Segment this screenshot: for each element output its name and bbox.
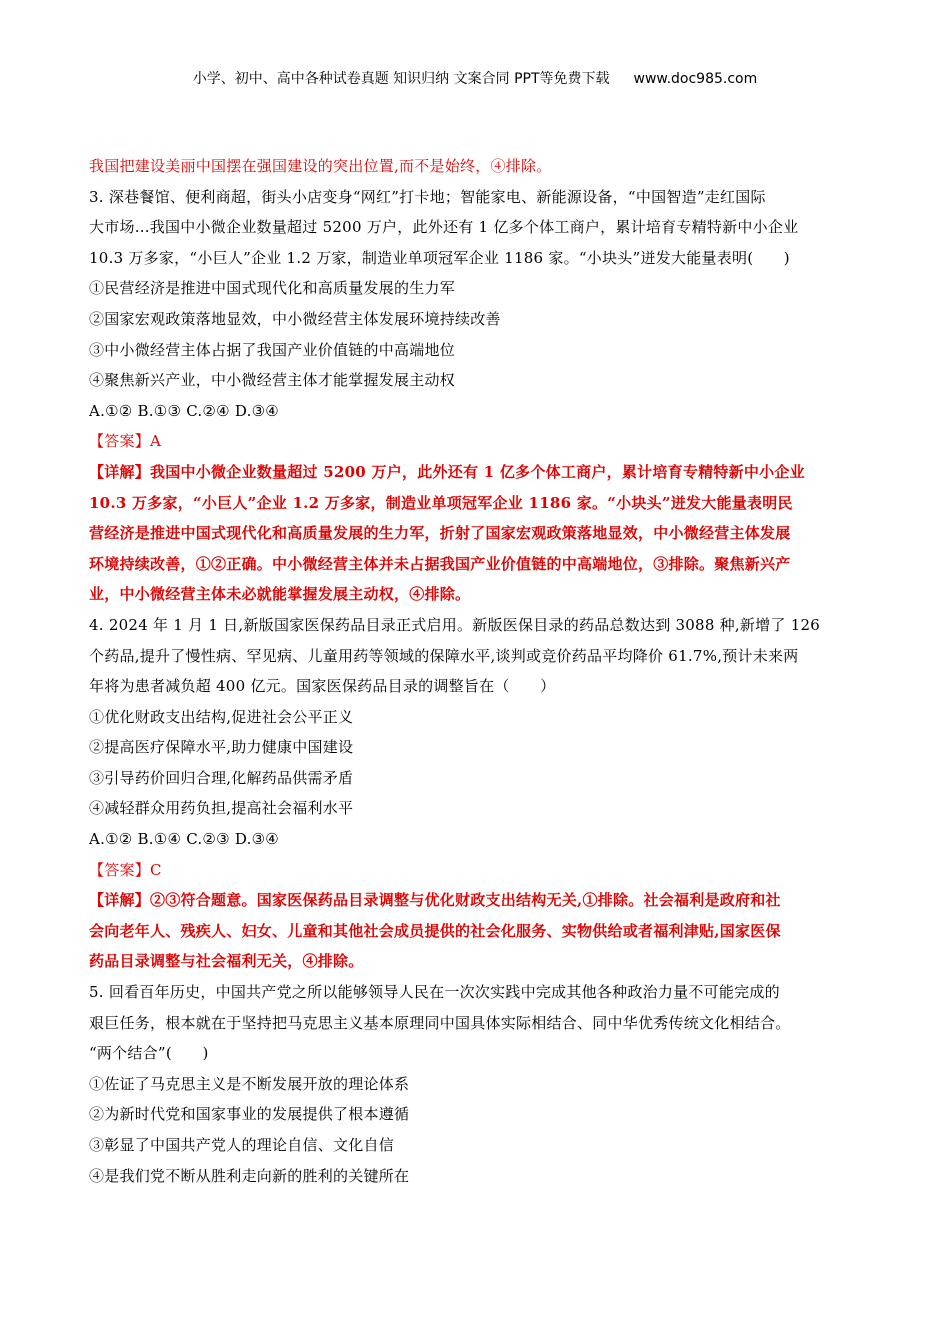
text-line: ④减轻群众用药负担,提高社会福利水平: [89, 799, 354, 818]
text-line: 会向老年人、残疾人、妇女、儿童和其他社会成员提供的社会化服务、实物供给或者福利津贴,国家医保: [89, 921, 781, 940]
text-line: ①佐证了马克思主义是不断发展开放的理论体系: [89, 1074, 410, 1093]
text-line: 环境持续改善，①②正确。中小微经营主体并未占据我国产业价值链的中高端地位，③排除。聚焦新兴产: [89, 554, 791, 573]
text-line: 5. 回看百年历史，中国共产党之所以能够领导人民在一次次实践中完成其他各种政治力量不可能完成的: [89, 983, 780, 1002]
page-header: [0, 68, 950, 90]
document-body: [89, 151, 869, 1191]
text-line: “两个结合”( ): [89, 1044, 209, 1063]
text-line: ②为新时代党和国家事业的发展提供了根本遵循: [89, 1105, 410, 1124]
text-line: 【答案】C: [89, 860, 162, 879]
text-line: ①优化财政支出结构,促进社会公平正义: [89, 707, 354, 726]
text-line: 【详解】②③符合题意。国家医保药品目录调整与优化财政支出结构无关,①排除。社会福利是政府和社: [89, 891, 781, 910]
text-line: 药品目录调整与社会福利无关，④排除。: [89, 952, 364, 971]
text-line: ②国家宏观政策落地显效，中小微经营主体发展环境持续改善: [89, 309, 501, 328]
text-line: 大市场...我国中小微企业数量超过 5200 万户，此外还有 1 亿多个体工商户，累计培育专精特新中小企业: [89, 218, 799, 237]
text-line: ③彰显了中国共产党人的理论自信、文化自信: [89, 1136, 395, 1154]
text-line: 【答案】A: [89, 432, 162, 451]
text-line: 业，中小微经营主体未必就能掌握发展主动权，④排除。: [89, 585, 471, 604]
text-line: 我国把建设美丽中国摆在强国建设的突出位置,而不是始终，④排除。: [89, 157, 552, 175]
text-line: ③引导药价回归合理,化解药品供需矛盾: [89, 768, 354, 787]
text-line: 年将为患者减负超 400 亿元。国家医保药品目录的调整旨在（ ）: [89, 677, 556, 696]
text-line: 10.3 万多家，“小巨人”企业 1.2 万多家，制造业单项冠军企业 1186 家。“小块头”迸发大能量表明民: [89, 493, 793, 512]
text-line: 4. 2024 年 1 月 1 日,新版国家医保药品目录正式启用。新版医保目录的药品总数达到 3088 种,新增了 126: [89, 615, 821, 634]
text-line: ④是我们党不断从胜利走向新的胜利的关键所在: [89, 1166, 410, 1185]
text-line: 10.3 万多家，“小巨人”企业 1.2 万家，制造业单项冠军企业 1186 家。“小块头”迸发大能量表明( ): [89, 248, 790, 267]
text-line: 个药品,提升了慢性病、罕见病、儿童用药等领域的保障水平,谈判或竞价药品平均降价 61.7%,预计未来两: [89, 646, 799, 665]
header-url[interactable]: www.doc985.com: [633, 71, 758, 87]
text-line: ①民营经济是推进中国式现代化和高质量发展的生力军: [89, 279, 456, 298]
text-line: 【详解】我国中小微企业数量超过 5200 万户，此外还有 1 亿多个体工商户，累计培育专精特新中小企业: [89, 462, 805, 481]
text-line: A.①② B.①③ C.②④ D.③④: [89, 401, 279, 420]
text-line: 营经济是推进中国式现代化和高质量发展的生力军，折射了国家宏观政策落地显效，中小微经营主体发展: [89, 524, 791, 543]
text-line: ④聚焦新兴产业，中小微经营主体才能掌握发展主动权: [89, 371, 456, 390]
text-line: ②提高医疗保障水平,助力健康中国建设: [89, 738, 354, 757]
text-line: 艰巨任务，根本就在于坚持把马克思主义基本原理同中国具体实际相结合、同中华优秀传统文化相结合。: [89, 1013, 791, 1032]
header-text: 小学、初中、高中各种试卷真题 知识归纳 文案合同 PPT等免费下载: [192, 71, 610, 87]
text-line: ③中小微经营主体占据了我国产业价值链的中高端地位: [89, 340, 456, 359]
text-line: A.①② B.①④ C.②③ D.③④: [89, 830, 279, 849]
text-line: 3. 深巷餐馆、便利商超，街头小店变身“网红”打卡地；智能家电、新能源设备，“中国智造”走红国际: [89, 187, 766, 206]
